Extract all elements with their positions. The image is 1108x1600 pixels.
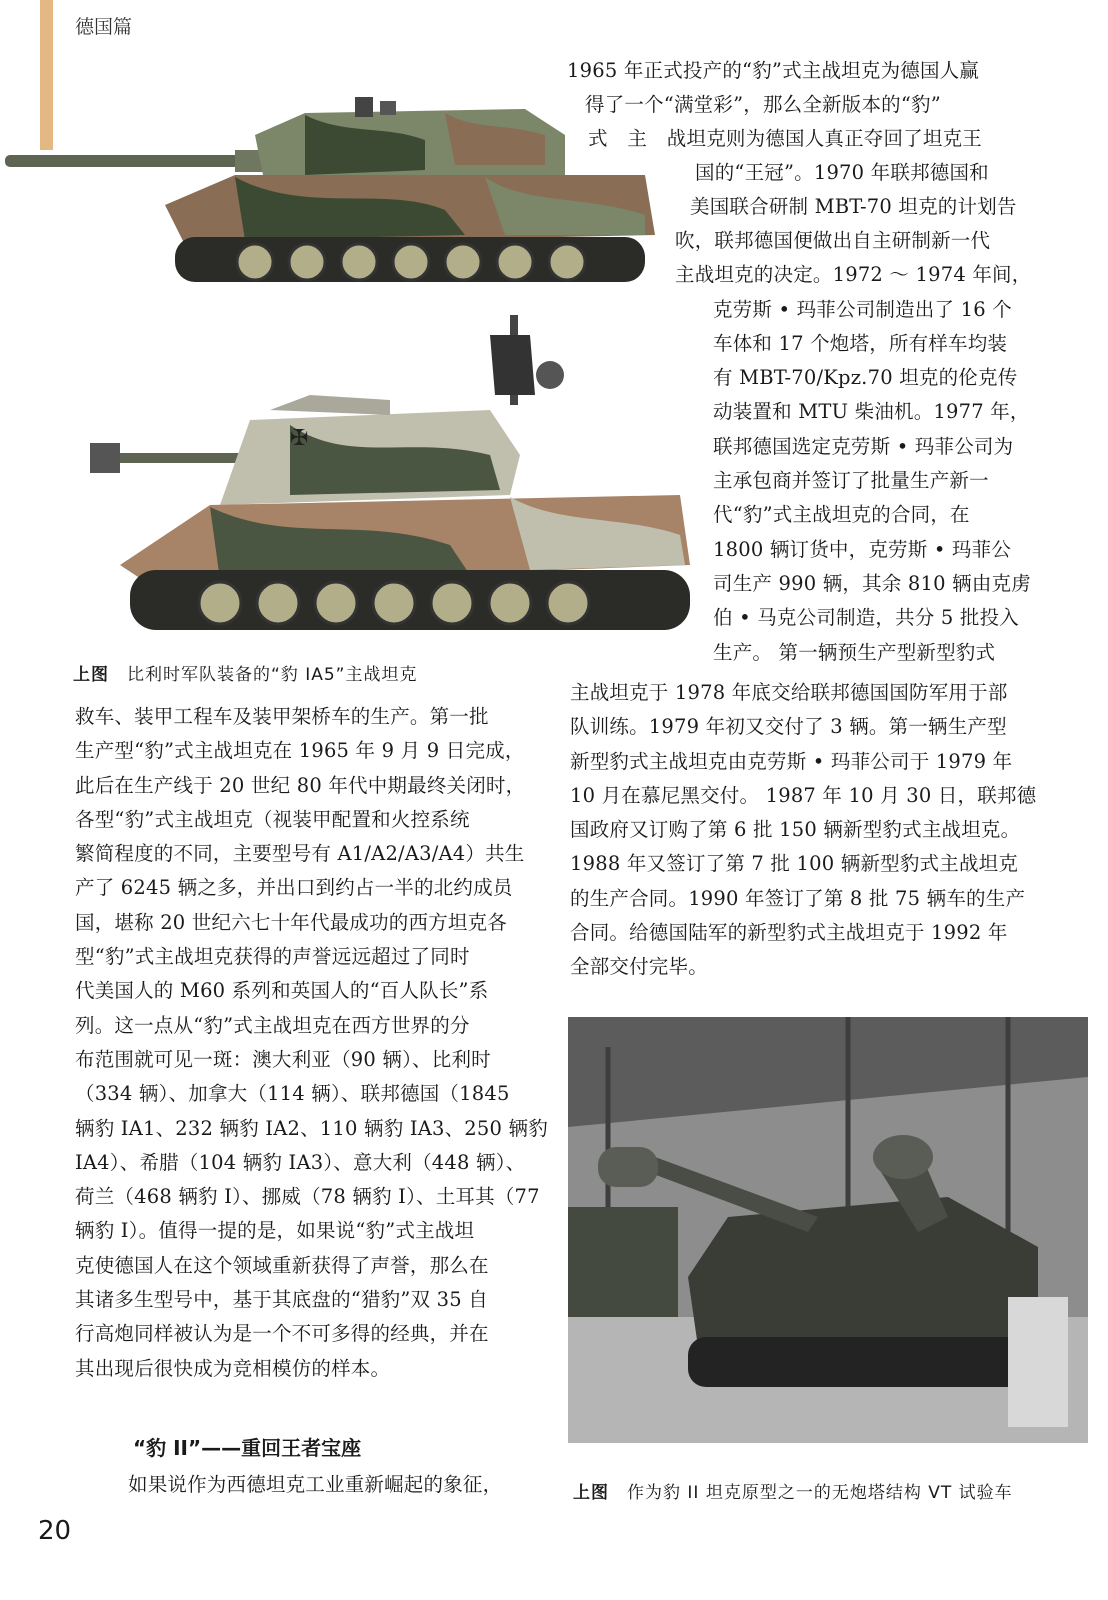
text-line: 产了 6245 辆之多，并出口到约占一半的北约成员 bbox=[75, 876, 513, 900]
text-line: 生产。 第一辆预生产型新型豹式 bbox=[713, 641, 996, 664]
caption-label: 上图 bbox=[73, 665, 109, 685]
text-line: 克使德国人在这个领域重新获得了声誉，那么在 bbox=[75, 1253, 489, 1277]
text-line: 各型“豹”式主战坦克（视装甲配置和火控系统 bbox=[75, 807, 470, 831]
text-line: 代“豹”式主战坦克的合同，在 bbox=[713, 503, 970, 526]
text-line: IA4）、希腊（104 辆豹 IA3）、意大利（448 辆）、 bbox=[75, 1150, 526, 1174]
text-line: 国政府又订购了第 6 批 150 辆新型豹式主战坦克。 bbox=[570, 818, 1021, 842]
text-line: 辆豹 I）。值得一提的是，如果说“豹”式主战坦 bbox=[75, 1219, 475, 1243]
text-line: 此后在生产线于 20 世纪 80 年代中期最终关闭时， bbox=[75, 773, 526, 797]
text-line: （334 辆）、加拿大（114 辆）、联邦德国（1845 bbox=[75, 1082, 510, 1106]
text-line: 合同。给德国陆军的新型豹式主战坦克于 1992 年 bbox=[570, 921, 1008, 945]
text-line: 其出现后很快成为竞相模仿的样本。 bbox=[75, 1356, 391, 1380]
text-line: 1800 辆订货中，克劳斯 • 玛菲公 bbox=[713, 538, 1012, 561]
text-line: 主承包商并签订了批量生产新一 bbox=[713, 469, 989, 492]
leopard-tank-illustration bbox=[5, 95, 665, 295]
right-column-middle-text bbox=[570, 676, 1035, 985]
text-line: 生产型“豹”式主战坦克在 1965 年 9 月 9 日完成， bbox=[75, 739, 525, 763]
text-line: 全部交付完毕。 bbox=[570, 955, 708, 979]
text-line: 其诸多生型号中，基于其底盘的“猎豹”双 35 自 bbox=[75, 1288, 488, 1312]
text-line: 救车、装甲工程车及装甲架桥车的生产。第一批 bbox=[75, 705, 489, 728]
caption-text: 比利时军队装备的“豹 IA5”主战坦克 bbox=[127, 665, 418, 685]
text-line: 队训练。1979 年初又交付了 3 辆。第一辆生产型 bbox=[570, 715, 1007, 739]
text-line: 荷兰（468 辆豹 I）、挪威（78 辆豹 I）、土耳其（77 bbox=[75, 1185, 540, 1209]
left-column-text bbox=[75, 700, 548, 1386]
text-line: 主战坦克的决定。1972 ～ 1974 年间， bbox=[675, 263, 1032, 286]
text-line: 有 MBT-70/Kpz.70 坦克的伦克传 bbox=[713, 366, 1018, 389]
text-line: 吹，联邦德国便做出自主研制新一代 bbox=[675, 229, 991, 252]
text-line: 布范围就可见一斑：澳大利亚（90 辆）、比利时 bbox=[75, 1047, 491, 1071]
text-line: 如果说作为西德坦克工业重新崛起的象征， bbox=[128, 1473, 503, 1496]
text-line: 动装置和 MTU 柴油机。1977 年， bbox=[713, 400, 1030, 423]
svg-text:✠: ✠ bbox=[290, 426, 309, 451]
page-number: 20 bbox=[38, 1516, 72, 1546]
text-line: 车体和 17 个炮塔，所有样车均装 bbox=[713, 332, 1008, 355]
text-line: 联邦德国选定克劳斯 • 玛菲公司为 bbox=[713, 435, 1014, 458]
text-line: 1965 年正式投产的“豹”式主战坦克为德国人赢 bbox=[567, 59, 980, 82]
text-line: 式 主 战坦克则为德国人真正夺回了坦克王 bbox=[588, 127, 983, 150]
text-line: 10 月在慕尼黑交付。 1987 年 10 月 30 日，联邦德 bbox=[570, 783, 1037, 807]
text-line: 列。这一点从“豹”式主战坦克在西方世界的分 bbox=[75, 1013, 470, 1037]
gepard-tank-illustration bbox=[90, 315, 690, 645]
text-line: 美国联合研制 MBT-70 坦克的计划告 bbox=[690, 195, 1017, 218]
text-line: 型“豹”式主战坦克获得的声誉远远超过了同时 bbox=[75, 945, 470, 969]
text-line: 新型豹式主战坦克由克劳斯 • 玛菲公司于 1979 年 bbox=[570, 749, 1013, 773]
text-line: 繁简程度的不同，主要型号有 A1/A2/A3/A4）共生 bbox=[75, 842, 525, 866]
caption-top-left bbox=[73, 660, 417, 685]
caption-label: 上图 bbox=[573, 1483, 609, 1503]
text-line: 伯 • 马克公司制造，共分 5 批投入 bbox=[713, 606, 1020, 629]
text-line: 行高炮同样被认为是一个不可多得的经典，并在 bbox=[75, 1322, 489, 1346]
caption-text: 作为豹 II 坦克原型之一的无炮塔结构 VT 试验车 bbox=[627, 1483, 1013, 1503]
text-line: 克劳斯 • 玛菲公司制造出了 16 个 bbox=[713, 298, 1012, 321]
text-line: 代美国人的 M60 系列和英国人的“百人队长”系 bbox=[75, 979, 489, 1003]
text-line: 司生产 990 辆，其余 810 辆由克虏 bbox=[713, 572, 1031, 595]
text-line: 得了一个“满堂彩”，那么全新版本的“豹” bbox=[585, 93, 941, 116]
text-line: 的生产合同。1990 年签订了第 8 批 75 辆车的生产 bbox=[570, 886, 1026, 910]
text-line: 辆豹 IA1、232 辆豹 IA2、110 辆豹 IA3、250 辆豹 bbox=[75, 1116, 548, 1140]
text-line: 1988 年又签订了第 7 批 100 辆新型豹式主战坦克 bbox=[570, 852, 1019, 876]
text-line: 主战坦克于 1978 年底交给联邦德国国防军用于部 bbox=[570, 681, 1008, 704]
caption-bottom-right bbox=[573, 1478, 1013, 1503]
section-label: 德国篇 bbox=[75, 16, 133, 38]
vt-test-vehicle-photo bbox=[568, 1017, 1088, 1443]
text-line: 国的“王冠”。1970 年联邦德国和 bbox=[695, 161, 989, 184]
text-line: 国，堪称 20 世纪六七十年代最成功的西方坦克各 bbox=[75, 910, 508, 934]
section-subheading: “豹 II”——重回王者宝座 bbox=[133, 1436, 362, 1460]
